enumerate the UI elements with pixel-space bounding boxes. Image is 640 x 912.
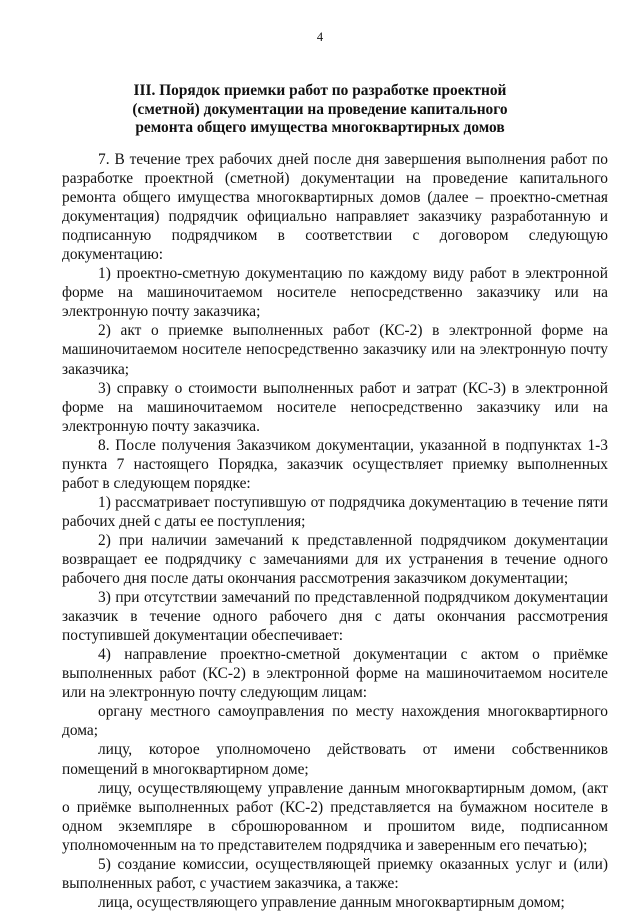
document-body	[62, 150, 608, 912]
section-title: III. Порядок приемки работ по разработке проектной (сметной) документации на проведение капитального ремонта общего имущества многоквартирных домов	[132, 82, 508, 136]
paragraph-8-item-3: 3) при отсутствии замечаний по представленной подрядчиком документации заказчик в течение одного рабочего дня с даты окончания рассмотрения поступившей документации обеспечивает:	[62, 589, 608, 645]
paragraph-8-item-5: 5) создание комиссии, осуществляющей приемку оказанных услуг и (или) выполненных работ, с участием заказчика, а также:	[62, 855, 608, 892]
paragraph-8-item-4: 4) направление проектно-сметной документации с актом о приёмке выполненных работ (КС-2) в электронной форме на машиночитаемом носителе или на электронную почту следующим лицам:	[62, 646, 608, 702]
paragraph-7: 7. В течение трех рабочих дней после дня завершения выполнения работ по разработке проектной (сметной) документации на проведение капитального ремонта общего имущества многоквартирных домов (далее – проектно-сметная документация) подрядчик официально направляет заказчику разработанную и подписанную подрядчиком в соответствии с договором следующую документацию:	[62, 151, 608, 264]
paragraph-7-item-3: 3) справку о стоимости выполненных работ и затрат (КС-3) в электронной форме на машиночитаемом носителе непосредственно заказчику или на электронную почту заказчика.	[62, 379, 608, 435]
paragraph-8: 8. После получения Заказчиком документации, указанной в подпунктах 1-3 пункта 7 настоящего Порядка, заказчик осуществляет приемку выполненных работ в следующем порядке:	[62, 436, 608, 492]
page-number: 4	[316, 30, 324, 44]
recipient-owners-representative: лицу, которое уполномочено действовать от имени собственников помещений в многоквартирном доме;	[62, 741, 608, 778]
commission-member-manager: лица, осуществляющего управление данным многоквартирным домом;	[98, 893, 565, 911]
paragraph-7-item-2: 2) акт о приемке выполненных работ (КС-2) в электронной форме на машиночитаемом носителе непосредственно заказчику или на электронную почту заказчика;	[62, 322, 608, 378]
paragraph-8-item-2: 2) при наличии замечаний к представленной подрядчиком документации возвращает ее подрядчику с замечаниями для их устранения в течение одного рабочего дня после даты окончания рассмотрения заказчиком документации;	[62, 531, 608, 588]
paragraph-8-item-1: 1) рассматривает поступившую от подрядчика документацию в течение пяти рабочих дней с даты ее поступления;	[62, 493, 608, 530]
recipient-local-government: органу местного самоуправления по месту нахождения многоквартирного дома;	[62, 703, 608, 740]
recipient-building-manager: лицу, осуществляющему управление данным многоквартирным домом, (акт о приёмке выполненных работ (КС-2) представляется на бумажном носителе в одном экземпляре в сброшюрованном и прошитом виде, подписанном уполномоченным на то представителем подрядчика и заверенным его печатью);	[62, 779, 608, 854]
paragraph-7-item-1: 1) проектно-сметную документацию по каждому виду работ в электронной форме на машиночитаемом носителе непосредственно заказчику или на электронную почту заказчика;	[62, 265, 608, 321]
